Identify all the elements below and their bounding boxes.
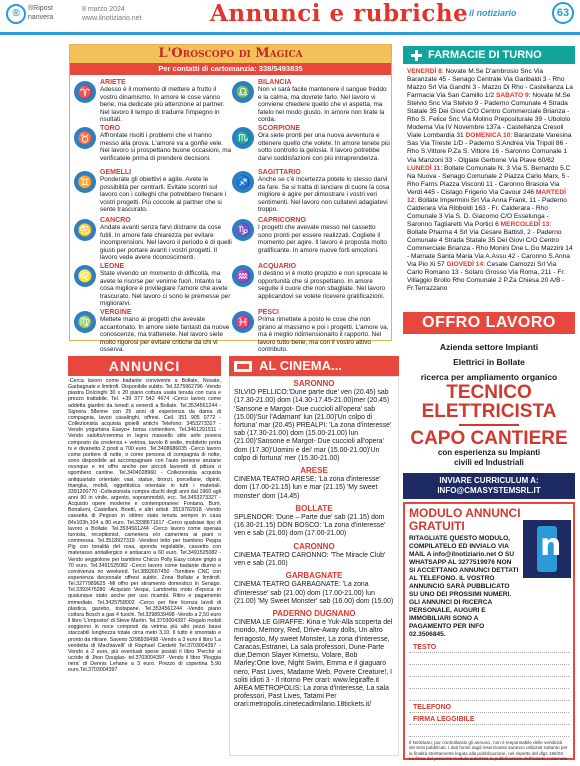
cinema-town <box>230 505 398 539</box>
job-contact[interactable]: INVIARE CURRICULUM A: INFO@CMASYSTEMSRL.IT <box>403 473 575 499</box>
job-line: con esperienza su Impianti <box>437 448 541 457</box>
page-header <box>0 0 580 40</box>
cinema-town <box>230 610 398 709</box>
sign-vergine <box>74 309 232 353</box>
job-offer-ad <box>403 338 575 498</box>
zodiac-icon: ♏ <box>232 127 254 149</box>
cinema-town <box>230 467 398 501</box>
form-disclaimer: Il Notiziario, pur controllando gli annunci, non è responsabile delle veridicità dei testi pubblicati. I dati forniti dagli inserzionisti saranno utilizzati soltanto per la finalità strettamente legata alla pubblicazione, nel rispetto del dlgs 196/03. La firma del presente modulo autorizza la pubblicazione dell'inserto contenuto. <box>409 740 569 762</box>
sign-text: Prima rimettete a posto le cose che non girano al massimo e poi i progetti. L'amore va, ma è meglio ridimensionarlo il rapporto. Nel lavoro tutto bene, ma con il vostro attivo contributo. <box>258 316 389 354</box>
sign-name: ACQUARIO <box>258 263 297 270</box>
sign-cancro <box>74 217 232 261</box>
section-title: Annunci e rubriche <box>210 0 469 27</box>
job-offer-header: OFFRO LAVORO <box>403 312 575 334</box>
cinema-town <box>230 572 398 606</box>
job-role: CAPO CANTIERE <box>410 428 568 449</box>
sign-name: CANCRO <box>100 217 131 224</box>
sign-text: Ponderate gli obiettivi e agite. Avete le possibilità per centrarli. Evitate scontri sul lavoro con i colleghi che potrebbero frenare i vostri progetti. Più coccole al partner che si sente trascurato. <box>100 176 227 214</box>
sign-name: SAGITTARIO <box>258 169 301 176</box>
zodiac-icon: ♋ <box>74 219 96 241</box>
sign-text: Affrontate risolti i problemi che vi hanno messo alla prova. L'amore va a gonfie vele. Nel lavoro si prospettano buone occasioni, ma verificatele prima di prendere decisioni. <box>100 132 232 162</box>
zodiac-icon: ♉ <box>74 127 96 149</box>
classified-header: ANNUNCI <box>68 356 221 376</box>
pharmacy-day: GIOVEDÌ 14 <box>446 261 484 269</box>
pharmacy-day: MERCOLEDÌ 13 <box>500 220 550 228</box>
zodiac-icon: ♊ <box>74 171 96 193</box>
pharmacy-text: : Bollate Impermini Srl Via Anna Frank, 11 - Paderno Calderara Via Ribboldi 163 - Fr. Calderara - Rho Comunale 3 Via S. D. Giacomo C/O Esselunga - Saronno Tagliaretti Via Portici 6 <box>407 196 567 228</box>
cinema-town-name: PADERNO DUGNANO <box>272 609 356 619</box>
pharmacy-day: LUNEDÌ 11 <box>407 164 441 172</box>
pharmacy-day: MARTEDÌ 12 <box>407 188 566 204</box>
classified-text: -Cerca lavoro come badante convivente a Bollate, Novate, Garbagnate e limitrofi. Disponibile subito. Tel.3275962796 -Vendo piastra Dolcinghi 30 x 20 piano cottura usata tenuta con cura e prezzo trattabile. Tel. +39 377 542 4674 -Cerco lavoro come addetta giardini da lunedì a venerdì a Bollate. Tel.3534561244 -Signora 58enne con 25 anni di esperienza da dama di compagnia, lavori casalinghi, offresi. Cell. 351 905 0772 -Collezionista acquista gioielli antichi Telefono: 3453273327 -Vendo yogurtiera Easyo+ borsa contenitore. Tel.3461291511 -Vendo salotto/cremma in legno massello stile anfe povera composto da credenza + vetrina, tavolo 8 sedie, mobiletto porta tv e divanetto 2 posti a 700 euro. Tel.3408686035 -Cerco lavoro come portiere di notte, o come persona di compagnia di notte, sono disponibile ad accompagnare con l'auto persone anziane ovunque e mi offro anche per piccoli lavoretti di pittura o sgombero cantine. Tel.3404028960 - Collezionista acquista antiquariato orientale: vasi, statue, bronzi, porcellane, dipinti, thangka, mobili, oggettistica orientale in tutti i materiali. 3391200770 -Collezionista compra dischi degli anni dal 1960 agli anni 90 in vinile, argento, soprammobili, ecc. Tel.3453273327 -Acquisto opere moderne e contemporanee: Fontana, Burri, Bonalumi, Castellani, Boetti, e altri artisti. 3519782918 -Vendo cassetta di Pegoso in ottimo stato tenuta sempre in casa 84x103h,104 a 80 euro. Tel.3338671617 -Cerco qualsiasi tipo di lavoro a Bollate. Tel.3534561244 -Cerco lavoro come operaia turnista, receptionist, cameriera e/o cameriera ai piani o commessa. Tel.3518927319 -Vendesi letto per bambino Peppa Pig con tonalità del rosa, sponda regolabile, cassetto con materasso antiallergico e antiacaro a 60 euro. Tel.3491525082 -Vendo seggiolone per bambino Chicco Polly Easy colore grigio a 70 euro. Tel.3491525082 -Cerco lavoro come badante diurno e convivenza no weekend. Tel.3892667450 -Tornitore CNC con esperienza decennale offresi subito. Zona Bollate e limitrofi. Tel.3277989625 -Mi offro per stiramento domestico in Senago. Tel.3393475280 -Acquisto Vespa, Lambretta moto d'epoca in qualunque stato anche per uso ricambi. Ritiro e pagamento immediato. Tel.3425758002 -Cerco per fine licenza lavoli di plastica, gazebo, tostapane, Tel.3534561244 -Vendo piano cottura Bosch a gas 4 fuochi. Tel.3298939498 -Vendo a 2,50 euro il libro 'L'impostor' di Steve Martin. Tel.3703004397 -Regalo mobili soggiorno in noce composti da vetrina più altri pezzi bassi staccabili lunghezza totale circa metri 3,10. Il tutto è smontato e pronto da ritirare. Saverio 3298939498 -Vendo a 3 euro il libro 'La vendetta di Machiavelli' di Raphael Cardetti Tel.3703004397 -Vendo a 2 euro, più eventuali spese postali il libro 'Perché si uccide di Jhon Douglas- tel.3703004397 -Vendo il libro 'Pioggia nera' di Dennis Lehane a 3 euro. Prezzo di copertina 5,90 euro.Tel.3703004397 <box>68 378 221 674</box>
pharmacy-header <box>403 46 575 64</box>
free-ads-form <box>403 502 575 760</box>
header-divider <box>0 32 580 35</box>
pharmacy-cross-icon <box>411 50 422 61</box>
sign-gemelli <box>74 169 232 213</box>
sign-text: I progetti che avevate messo nel cassetto sono pronti per essere realizzati. Cogliete il momento per agire. Il lavoro è proposta molto gratificante. In amore nuove forti emozioni. <box>258 224 387 254</box>
pharmacy-list <box>403 64 575 293</box>
cinema-town-name: BOLLATE <box>295 503 333 513</box>
cinema-header: AL CINEMA... <box>229 356 399 376</box>
sign-leone <box>74 263 232 307</box>
sign-name: SCORPIONE <box>258 125 301 132</box>
sign-text: Mettete mano ai progetti che avevate accantonato. In amore siete fantasti da nuove conoscenze, ma trattenete. Nel lavoro siete molto rigorosi per evitare critiche da chi vi osserva. <box>100 316 230 354</box>
job-role: TECNICO <box>446 382 532 403</box>
sign-name: BILANCIA <box>258 79 292 86</box>
sign-toro <box>74 125 232 162</box>
sign-name: PESCI <box>258 309 280 316</box>
cinema-town <box>230 380 398 463</box>
sign-name: GEMELLI <box>100 169 132 176</box>
form-text-field[interactable]: TESTO <box>409 641 569 653</box>
zodiac-icon: ♈ <box>74 81 96 103</box>
cinema-schedule: SPLENDOR: 'Dune – Parte due' sab (21.15) dom (16.30-21.15) DON BOSCO: 'La zona d'interesse' ven e sab (21.00) dom (17.00-21.00) <box>234 514 386 538</box>
horoscope-title: L'Oroscopo di Magica <box>70 45 391 63</box>
sign-text: Ora siete pronti per una nuova avventura e ottenere quello che volete. In amore tenete più sotto controllo la gelosia. Il lavoro potrebbe darvi soddisfazioni con più intraprendenza. <box>258 132 390 162</box>
sign-name: ARIETE <box>100 79 126 86</box>
page-number: 63 <box>552 2 574 24</box>
film-camera-icon <box>234 361 252 372</box>
horoscope-subtitle: Per contatti di cartomanzia: 338/5493835 <box>70 63 391 75</box>
zodiac-icon: ♓ <box>232 311 254 333</box>
zodiac-icon: ♌ <box>74 265 96 287</box>
cinema-schedule: CINEMA TEATRO CARONNO: 'The Miracle Club' ven e sab (21.00) <box>234 551 386 568</box>
sign-ariete <box>74 79 232 123</box>
pharmacy-text: : Baranzate Varesina Sas Via Trieste 1/D - Paderno S.Andrea Via Tripoli 86 - Rho S.Vittore P.Za S. Vittore 16 - Saronno Comunale 1 Via Manzoni 33 - Olgiate Gerbone Via Piave 60/62 <box>407 132 572 164</box>
zodiac-icon: ♑ <box>232 219 254 241</box>
sign-name: TORO <box>100 125 121 132</box>
zodiac-icon: ♐ <box>232 171 254 193</box>
sign-text: Adesso è il momento di mettere a frutto il vostro dinamismo. In amore le cose vanno bene, ma dedicate più attenzione al partner. Nel lavoro il tempo di tradurre l'impegno in risultati. <box>100 86 225 124</box>
pharmacy-day: SABATO 9 <box>495 92 529 100</box>
job-line: Elettrici in Bollate <box>453 357 525 367</box>
cinema-schedule: CINEMA TEATRO GARBAGNATE: 'La zona d'interesse' sab (21.00) dom (17.00-21.00) lun (21.00) 'My Sweet Monster' sab (16.00) dom (15.00) <box>234 581 394 605</box>
sign-name: CAPRICORNO <box>258 217 306 224</box>
job-line: Azienda settore Impianti <box>439 342 539 352</box>
form-signature-field[interactable]: FIRMA LEGGIBILE <box>409 713 569 725</box>
job-role: ELETTRICISTA <box>421 401 557 422</box>
issue-date: 8 marzo 2024 www.ilnotiziario.net <box>82 6 142 22</box>
cinema-town-name: ARESE <box>300 466 328 476</box>
sign-pesci <box>232 309 390 353</box>
pharmacy-text: : Novate M.Se Stelvio Snc Via Stelvio 9 - Paderno Comunale 4 Strada Statale 35 Dei Giovi C/O Centro Commerciale Brianza - Rho S. Felice Snc Via Molino Prepositurale 39 - Ubololo Modema Via IV Novembre 137a - Castellanza Cresoli Viale Lombardia 31 <box>407 92 571 140</box>
form-title: MODULO ANNUNCI GRATUITI <box>409 506 521 533</box>
cinema-schedule: CINEMA TEATRO ARESE: 'La zona d'interesse' dom (17.00-21.15) lun e mar (21.15) 'My sweet monster' dom (14.45) <box>234 476 381 500</box>
form-instructions: RITAGLIATE QUESTO MODULO, COMPILATELO ED INVIALO VIA MAIL A info@ilnotiziario.net O SU WHATSAPP AL 3277519976 NON SI ACCETTANO ANNUNCI DETTATI AL TELEFONO. IL VOSTRO ANNUNCIO SARÀ PUBBLICATO SU UNO DEI PROSSIMI NUMERI. GLI ANNUNCI DI RICERCA PERSONALE, AUGURI E IMMOBILIARI SONO A PAGAMENTO PER INFO 02.3506845. <box>409 535 519 638</box>
sign-acquario <box>232 263 390 300</box>
cinema-schedule: CINEMA LE GIRAFFE: Kina e Yuk-Alla scoperta del mondo, Memory, Red, Drive-Away dolls, Un altro ferragosto, My sweet Monster, La zona d'interesse, Caracas,Estranei, La sala professori, Dune-Parte due,Demon Slayer Kimetsu, Volare, Bob Marley:One love, Night Swim, Emma e il giaguaro nero, Past Lives, Madame Web, Povere Creature!, I soliti idioti 3 - Il ritorno Per orari: www.legiraffe.it AREA METROPOLIS: La zona d'interesse, La sala professori, Past Lives, Tatami Per orari:metropolis.cinetecadimilano.18tickets.it/ <box>234 619 393 709</box>
pharmacy-text: : Cesate Camozzi Srl Via Carlo Romano 13 - Solaro Grosso Via Roma, 211 - Fr. Villaggio Brollo Rho Comunale 2 P.Za Chiesa 20 A/B - Fr.Terrazzano <box>407 261 566 293</box>
sign-capricorno <box>232 217 390 254</box>
cinema-town-name: GARBAGNATE <box>285 571 343 581</box>
pharmacy-box <box>403 46 575 357</box>
cinema-town-name: CARONNO <box>293 541 335 551</box>
horoscope-box <box>69 44 392 354</box>
form-text-line[interactable] <box>409 689 569 701</box>
publisher-name: ®Ripost nanvera <box>28 5 54 21</box>
cinema-schedule: SILVIO PELLICO:'Dune parte due' ven (20.45) sab (17.30-21.00) dom (14.30-17.45-21.00)mer (20.45) 'Sansone e Margot- Due cuccioli all'opera' sab (15.00)'Sur l'Adamant' lun (21.00)'Un colpo di fortuna' mar (20.45) PREALPI: 'La zona d'interesse' sab (17.30-21.00) dom (15.00-21.00) lun (21.00)'Sansone e Margot- Due cuccioli all'opera' dom (17.30)'Uomini e dei' mar (15.00-21.00)'Un colpo di fortuna' mer (15.30-21.00) <box>234 389 392 462</box>
magazine-name: il notiziario <box>469 8 517 18</box>
sign-bilancia <box>232 79 390 123</box>
sign-name: VERGINE <box>100 309 132 316</box>
job-email-link[interactable]: INFO@CMASYSTEMSRL.IT <box>437 486 541 495</box>
form-text-line[interactable] <box>409 653 569 665</box>
sign-text: State vivendo un momento di difficoltà, ma avete le risorse per venirne fuori. Intanto la cosa migliore è privilegiare l'amore che avete trascurato. Nel lavoro ci sono le premesse per migliorarvi. <box>100 270 231 308</box>
form-text-line[interactable] <box>409 665 569 677</box>
sign-text: Il destino vi è molto propizio e non sprecate le opportunità che si prospettano. In amore seguite il cuore che non sbagliate. Nel lavoro applicandovi se volete ricevere gratificazioni. <box>258 270 388 300</box>
pharmacy-title: FARMACIE DI TURNO <box>428 49 542 61</box>
cinema-town <box>230 543 398 569</box>
pharmacy-day: VENERDÌ 8 <box>407 68 442 75</box>
zodiac-icon: ♍ <box>74 311 96 333</box>
publisher-logo: ® <box>6 4 26 24</box>
form-text-line[interactable] <box>409 677 569 689</box>
form-phone-field[interactable]: TELEFONO <box>409 701 569 713</box>
form-signature-line[interactable] <box>409 725 569 737</box>
sign-name: LEONE <box>100 263 125 270</box>
zodiac-icon: ♒ <box>232 265 254 287</box>
cinema-town-name: SARONNO <box>293 379 335 388</box>
pharmacy-text: : Bollate Comunale N. 3 Via S. Bernardo 5.C Na Nuova - Senago Comunale 2 Piazza Carlo Marx, 5 - Rho Farris Piazza Visconti 11 - Caronno Brasola Via Verdi 445 - Cislago Frigerio Via Cavour 246 <box>407 164 571 196</box>
sign-text: Anche se c'è incertezza potete lo stesso darvi da fare. Se si tratta di lanciare di cuore la cosa migliore è agire per dimostrare i vostri veri sentimenti. Nel lavoro non cullatevi adagiatevi troppo. <box>258 176 390 214</box>
job-divider <box>459 424 519 426</box>
cinema-listings <box>229 376 399 756</box>
pharmacy-text: : Novate M.Se D'ambrosio Snc Via Baranzate 45 - Senago Centrale Via Garibaldi 3 - Rho Mazzo Srl Via Gandhi 3 - Mazzo Di Rho - Castellanza La Farmacia Via San Camillo 1/2 <box>407 68 573 100</box>
sign-scorpione <box>232 125 390 162</box>
notiziario-logo-icon <box>523 520 571 578</box>
sign-sagittario <box>232 169 390 213</box>
pharmacy-text: : Bollate Pharma 4 Srl Via Cesare Battisti, 2 - Paderno Comunale 4 Strada Statale 35 Dei Giovi C/O Centro Commerciale Brianza - Rho Monini Dne L.Go Mazzini 14 - Marnate Santa Maria Via A.Assu 42 - Caronno S.Anna Via Pio Xi 57 <box>407 220 573 269</box>
zodiac-icon: ♎ <box>232 81 254 103</box>
sign-text: Non vi sarà facile mantenere il sangue freddo e la calma, ma dovrete farlo. Nel lavoro vi conviene chiedere quello che vi aspetta, ma fatelo nel modo giusto. In amore non tirate la corda. <box>258 86 387 124</box>
pharmacy-day: DOMENICA 10 <box>465 132 511 140</box>
job-line: civili ed Industriali <box>454 458 524 467</box>
job-line: ricerca per ampliamento organico <box>420 372 558 382</box>
sign-text: Andate avanti senza farvi distrarre da cose futili. In amore fate chiarezza per evitare incomprensioni. Nel lavoro il periodo è di quelli giusti per portare avanti i vostri progetti. Il lavoro vede avere riconoscimenti. <box>100 224 232 262</box>
